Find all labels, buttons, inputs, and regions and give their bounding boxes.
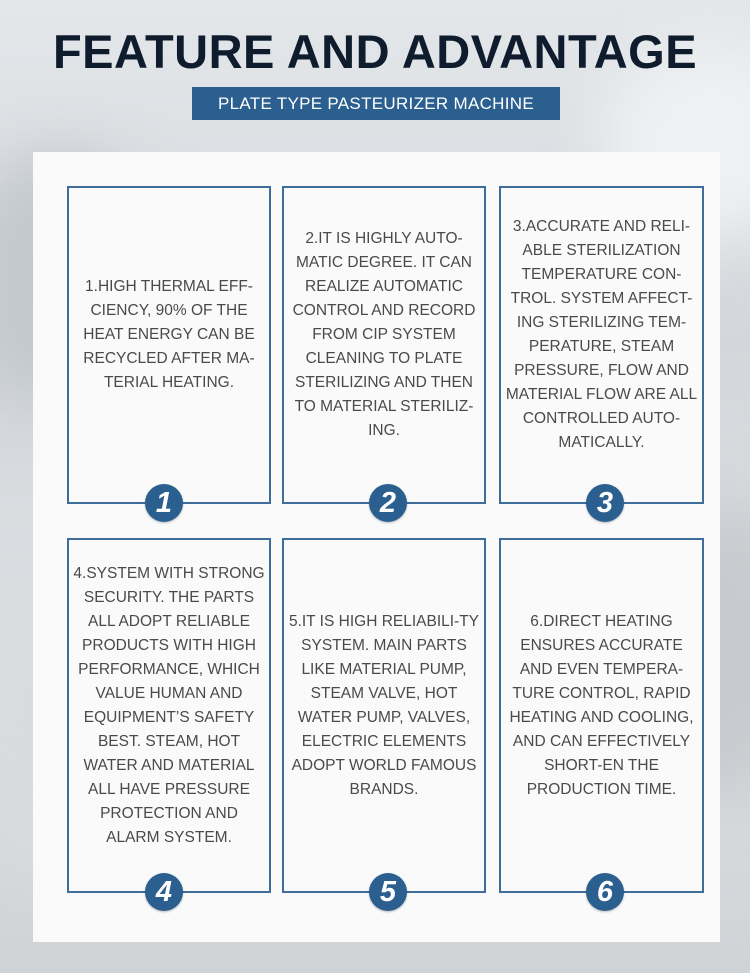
feature-text: 3.ACCURATE AND RELI-ABLE STERILIZATION TEMPERATURE CON-TROL. SYSTEM AFFECT-ING STERILIZING TEM-PERATURE, STEAM PRESSURE, FLOW AND MATERIAL FLOW ARE ALL CONTROLLED AUTO-MATICALLY. — [505, 218, 698, 451]
feature-number-badge: 6 — [586, 873, 624, 911]
subtitle-banner: PLATE TYPE PASTEURIZER MACHINE — [192, 87, 560, 120]
feature-number-badge: 3 — [586, 484, 624, 522]
feature-card-3 — [499, 186, 704, 504]
feature-card-6 — [499, 538, 704, 893]
feature-card-1 — [67, 186, 271, 504]
page-title: FEATURE AND ADVANTAGE — [52, 25, 698, 78]
feature-card-2 — [282, 186, 486, 504]
feature-text: 6.DIRECT HEATING ENSURES ACCURATE AND EVEN TEMPERA-TURE CONTROL, RAPID HEATING AND COOLING, AND CAN EFFECTIVELY SHORT-EN THE PRODUCTION TIME. — [509, 612, 694, 798]
feature-text: 4.SYSTEM WITH STRONG SECURITY. THE PARTS ALL ADOPT RELIABLE PRODUCTS WITH HIGH PERFORMANCE, WHICH VALUE HUMAN AND EQUIPMENT’S SAFETY BEST. STEAM, HOT WATER AND MATERIAL ALL HAVE PRESSURE PROTECTION AND ALARM SYSTEM. — [73, 564, 265, 846]
feature-text: 2.IT IS HIGHLY AUTO-MATIC DEGREE. IT CAN REALIZE AUTOMATIC CONTROL AND RECORD FROM CIP SYSTEM CLEANING TO PLATE STERILIZING AND THEN TO MATERIAL STERILIZ-ING. — [292, 230, 476, 439]
feature-number-badge: 2 — [369, 484, 407, 522]
feature-text: 5.IT IS HIGH RELIABILI-TY SYSTEM. MAIN PARTS LIKE MATERIAL PUMP, STEAM VALVE, HOT WATER PUMP, VALVES, ELECTRIC ELEMENTS ADOPT WORLD FAMOUS BRANDS. — [288, 612, 480, 798]
feature-text: 1.HIGH THERMAL EFF-CIENCY, 90% OF THE HEAT ENERGY CAN BE RECYCLED AFTER MA-TERIAL HEATING. — [83, 278, 255, 391]
feature-card-4 — [67, 538, 271, 893]
feature-number-badge: 4 — [145, 873, 183, 911]
feature-number-badge: 1 — [145, 484, 183, 522]
feature-number-badge: 5 — [369, 873, 407, 911]
feature-card-5 — [282, 538, 486, 893]
